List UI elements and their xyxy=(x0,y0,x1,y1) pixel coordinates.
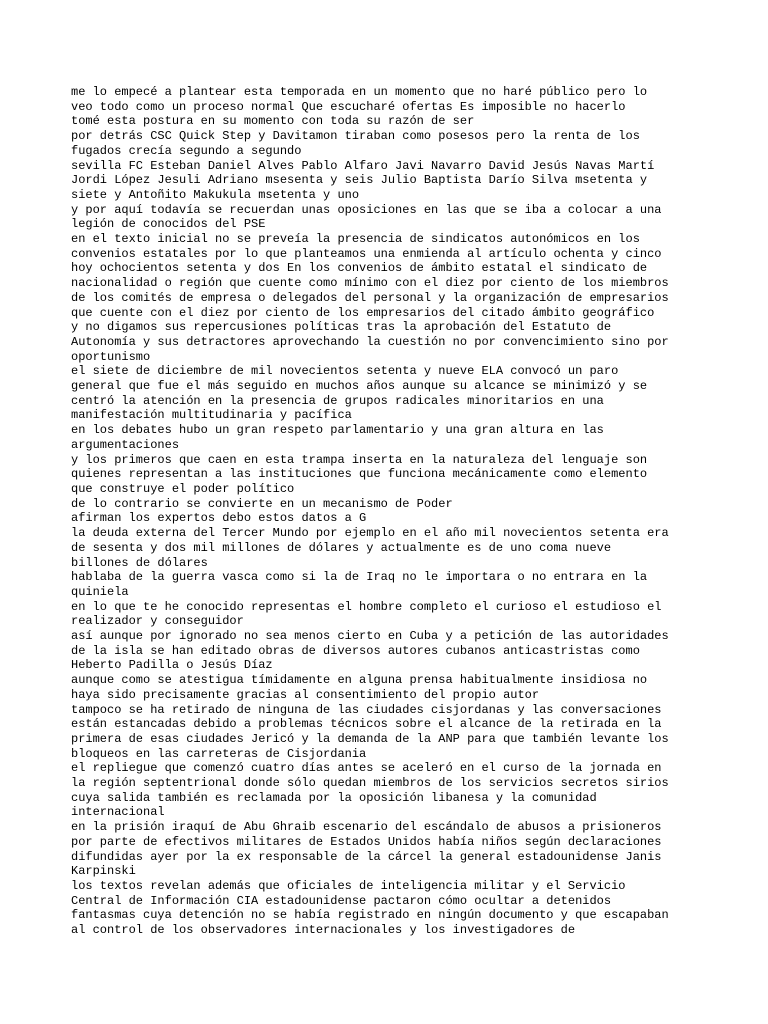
text-line: Autonomía y sus detractores aprovechando la cuestión no por convencimiento sino por xyxy=(71,334,669,349)
text-line: nacionalidad o región que cuente como mínimo con el diez por ciento de los miembros xyxy=(71,276,669,291)
text-line: billones de dólares xyxy=(71,555,208,570)
text-line: y los primeros que caen en esta trampa inserta en la naturaleza del lenguaje son xyxy=(71,452,648,467)
document-page xyxy=(71,85,711,938)
text-line: tampoco se ha retirado de ninguna de las ciudades cisjordanas y las conversaciones xyxy=(71,702,662,717)
text-line: sevilla FC Esteban Daniel Alves Pablo Alfaro Javi Navarro David Jesús Navas Martí xyxy=(71,158,655,173)
text-line: al control de los observadores internacionales y los investigadores de xyxy=(71,923,576,938)
text-line: en la prisión iraquí de Abu Ghraib escenario del escándalo de abusos a prisioneros xyxy=(71,820,662,835)
text-line: en el texto inicial no se preveía la presencia de sindicatos autonómicos en los xyxy=(71,232,640,247)
text-line: realizador y conseguidor xyxy=(71,614,244,629)
text-line: por parte de efectivos militares de Estados Unidos había niños según declaraciones xyxy=(71,834,662,849)
text-line: de la isla se han editado obras de diversos autores cubanos anticastristas como xyxy=(71,643,640,658)
text-line: afirman los expertos debo estos datos a G xyxy=(71,511,367,526)
text-line: por detrás CSC Quick Step y Davitamon tiraban como posesos pero la renta de los xyxy=(71,129,640,144)
text-line: bloqueos en las carreteras de Cisjordania xyxy=(71,746,367,761)
text-line: quienes representan a las instituciones que funciona mecánicamente como elemento xyxy=(71,467,648,482)
text-line: siete y Antoñito Makukula msetenta y uno xyxy=(71,187,360,202)
text-line: hoy ochocientos setenta y dos En los convenios de ámbito estatal el sindicato de xyxy=(71,261,648,276)
text-line: así aunque por ignorado no sea menos cierto en Cuba y a petición de las autoridades xyxy=(71,629,669,644)
text-line: Karpinski xyxy=(71,864,136,879)
text-line: fugados crecía segundo a segundo xyxy=(71,143,302,158)
text-line: hablaba de la guerra vasca como si la de Iraq no le importara o no entrara en la xyxy=(71,570,648,585)
text-line: convenios estatales por lo que planteamos una enmienda al artículo ochenta y cinco xyxy=(71,246,662,261)
text-line: centró la atención en la presencia de grupos radicales minoritarios en una xyxy=(71,393,604,408)
text-line: y por aquí todavía se recuerdan unas oposiciones en las que se iba a colocar a una xyxy=(71,202,662,217)
text-line: el repliegue que comenzó cuatro días antes se aceleró en el curso de la jornada en xyxy=(71,761,662,776)
text-line: Jordi López Jesuli Adriano msesenta y seis Julio Baptista Darío Silva msetenta y xyxy=(71,173,648,188)
text-line: y no digamos sus repercusiones políticas tras la aprobación del Estatuto de xyxy=(71,320,612,335)
text-line: general que fue el más seguido en muchos años aunque su alcance se minimizó y se xyxy=(71,379,648,394)
text-line: difundidas ayer por la ex responsable de la cárcel la general estadounidense Janis xyxy=(71,849,662,864)
text-line: internacional xyxy=(71,805,165,820)
text-line: que cuente con el diez por ciento de los empresarios del citado ámbito geográfico xyxy=(71,305,655,320)
text-line: argumentaciones xyxy=(71,437,180,452)
text-line: están estancadas debido a problemas técnicos sobre el alcance de la retirada en la xyxy=(71,717,662,732)
text-line: manifestación multitudinaria y pacífica xyxy=(71,408,352,423)
text-line: de sesenta y dos mil millones de dólares y actualmente es de uno coma nueve xyxy=(71,540,612,555)
text-line: oportunismo xyxy=(71,349,151,364)
text-line: en lo que te he conocido representas el hombre completo el curioso el estudioso el xyxy=(71,599,662,614)
text-line: de los comités de empresa o delegados del personal y la organización de empresarios xyxy=(71,290,669,305)
text-line: Central de Información CIA estadounidense pactaron cómo ocultar a detenidos xyxy=(71,893,612,908)
text-line: de lo contrario se convierte en un mecanismo de Poder xyxy=(71,496,453,511)
text-line: fantasmas cuya detención no se había registrado en ningún documento y que escapaban xyxy=(71,908,669,923)
text-line: la deuda externa del Tercer Mundo por ejemplo en el año mil novecientos setenta era xyxy=(71,526,669,541)
text-line: cuya salida también es reclamada por la oposición libanesa y la comunidad xyxy=(71,790,597,805)
text-line: en los debates hubo un gran respeto parlamentario y una gran altura en las xyxy=(71,423,604,438)
text-line: el siete de diciembre de mil novecientos setenta y nueve ELA convocó un paro xyxy=(71,364,619,379)
text-line: quiniela xyxy=(71,584,129,599)
text-line: primera de esas ciudades Jericó y la demanda de la ANP para que también levante los xyxy=(71,731,669,746)
text-line: los textos revelan además que oficiales de inteligencia militar y el Servicio xyxy=(71,878,626,893)
text-line: Heberto Padilla o Jesús Díaz xyxy=(71,658,273,673)
text-line: me lo empecé a plantear esta temporada en un momento que no haré público pero lo xyxy=(71,85,648,99)
text-line: veo todo como un proceso normal Que escucharé ofertas Es imposible no hacerlo xyxy=(71,99,626,114)
text-line: legión de conocidos del PSE xyxy=(71,217,266,232)
text-line: haya sido precisamente gracias al consentimiento del propio autor xyxy=(71,687,540,702)
text-line: tomé esta postura en su momento con toda su razón de ser xyxy=(71,114,475,129)
text-line: que construye el poder político xyxy=(71,481,295,496)
text-line: la región septentrional donde sólo quedan miembros de los servicios secretos sirios xyxy=(71,776,669,791)
text-line: aunque como se atestigua tímidamente en alguna prensa habitualmente insidiosa no xyxy=(71,673,648,688)
